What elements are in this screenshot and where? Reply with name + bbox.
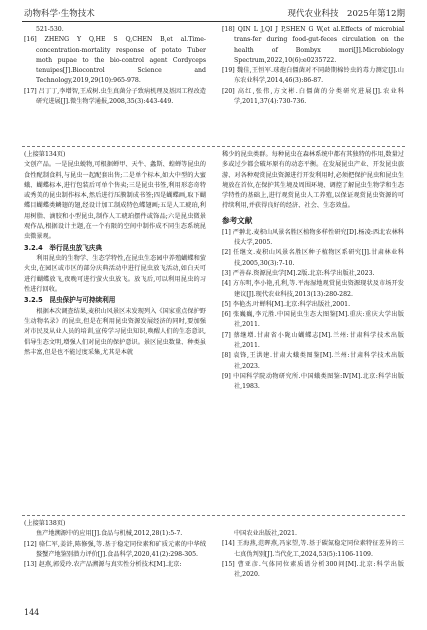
- reference-item: 521-530.: [36, 26, 64, 33]
- article-left-column: [24, 150, 206, 358]
- body-paragraph: 根据本次调查结果,麦积山风景区未发现列入《国家重点保护野生动物名录》的昆虫,但是在利用昆虫资源发展经济的同时,要加强对市民及从业人员的培训,宣传学习昆虫知识,唤醒人们的生态意识,倡导生态文明,增强人们对昆虫的保护意识。景区昆虫数量、种类虽然丰富,但是也不能过度采集,尤其是本就: [24, 307, 206, 357]
- header-rule: [22, 21, 405, 22]
- top-right-references: [222, 25, 404, 107]
- top-left-references: [24, 25, 206, 107]
- body-paragraph: 文创产品。一是昆虫蜕物,可根据蝉甲、天牛、螽斯、蝗蝉等昆虫的食性配制食料,与昆虫一起配套出售;二是单个标本,如大中型的大蜜蛾、蝴蝶标本,进行包装后可单个售卖;三是昆虫书签,利用形态奇特或秀美的昆虫制作标本,然后进行压膜制成书签;四是蝴蝶画,取下蝴蝶目蝴蝶类鳞翅的翅,经设计加工制成特色蝶翅画;五是人工琥珀,利用树脂、滴胶和小型昆虫,制作人工琥珀摆件或饰品;六是昆虫微景观作品,根据设计主题,在一个有限的空间中制作成不同生态系统昆虫微景观。: [24, 161, 206, 241]
- section-heading: 3.2.4 举行昆虫放飞庆典: [24, 243, 103, 252]
- bottom-left-references: [24, 519, 206, 570]
- continued-from-marker: (上接第134页): [24, 151, 66, 158]
- reference-item: [9] 中国科学院动物研究所.中国蛾类图鉴:Ⅳ[M].北京:科学出版社,1983.: [222, 372, 404, 391]
- reference-item: [19] 魏佳,王恒军.球孢白僵菌对不同龄期棉铃虫的毒力测定[J].山东农业科学,2014,46(3):86-87.: [222, 67, 404, 85]
- reference-item: 鱼产地溯源中的应用[J].食品与机械,2012,28(1):5-7.: [36, 530, 183, 538]
- references-heading: 参考文献: [222, 215, 253, 225]
- reference-item: [12] 骆仁军,姜浒,陈修强,等.基于稳定同位素和矿质元素的中华绒螯蟹产地鉴别潜力评价[J].食品科学,2020,41(2):298-305.: [24, 540, 206, 558]
- reference-item: [3] 严善春.资源昆虫学[M].2版.北京:科学出版社,2023.: [222, 269, 375, 277]
- reference-item: [8] 袁锋,王洪建.甘肃大蛾类图鉴[M].兰州:甘肃科学技术出版社,2023.: [222, 352, 404, 370]
- reference-item: [7] 蔡继增.甘肃省小陇山蝴蝶志[M].兰州:甘肃科学技术出版社,2011.: [222, 331, 404, 350]
- reference-item: [1] 严翀北.麦积山风景名胜区植物多样性研究[D].杨凌:西北农林科技大学,2005.: [222, 228, 404, 247]
- section-heading: 3.2.5 昆虫保护与可持续利用: [24, 296, 116, 305]
- reference-item: [17] 吕丁丁,李增智,王成树.虫生真菌分子致病机理及基因工程改造研究进展[J].微生物学通报,2008,35(3):443-449.: [24, 87, 206, 106]
- reference-item: [15] 曹亚彦.气体同位素质谱分析300问[M].北京:科学出版社,2020.: [222, 560, 404, 579]
- reference-item: [13] 赵燕,郭爱玲.农产品溯源与真实性分析技术[M].北京:: [24, 561, 182, 569]
- bottom-right-references: [222, 529, 404, 580]
- section-divider: [22, 515, 405, 516]
- reference-item: [16] ZHENG Y Q,HE S Q,CHEN B,et al.Time-concentration-mortality response of potato Tuber moth pupae to the bio-control agent Cordyceps tenuipes[J].Biocontrol Science and Technology,2019,29(10):965-978.: [24, 36, 206, 85]
- section-divider: [22, 146, 405, 147]
- reference-item: [4] 方东明,李小艳,孔利,等.平海湿地观赏昆虫资源现状及市场开发建议[J].现代农业科技,2013(13):280-282.: [222, 280, 404, 298]
- body-paragraph: 利用昆虫的生物学、生态学特性,在昆虫生态园中养殖蝴蝶和萤火虫,在园区或市区的部分庆典活动中进行昆虫放飞活动,如白天可进行蝴蝶放飞,夜晚可进行萤火虫放飞。放飞后,可以利用昆虫的习性进行回收。: [24, 255, 206, 294]
- continued-from-marker: (上接第138页): [24, 520, 66, 527]
- reference-item: [6] 张巍巍,李元胜.中国昆虫生态大图鉴[M].重庆:重庆大学出版社,2011.: [222, 311, 404, 329]
- reference-item: [2] 任继文.麦积山风景名胜区种子植物区系研究[J].甘肃林业科技,2005,30(3):7-10.: [222, 249, 404, 267]
- reference-item: [20] 高红,张伟,方文彬.白僵菌的分类研究进展[J].农业科学,2011,37(4):730-736.: [222, 87, 404, 106]
- reference-item: [5] 李艳杰.叶蝉科[M].北京:科学出版社,2001.: [222, 300, 351, 308]
- reference-item: [14] 王海燕,范晖燕,冯家望,等.基于碳氮稳定同位素特征差异的三七真伪判别[J].当代化工,2024,53(5):1106-1109.: [222, 540, 404, 558]
- running-header-right: 现代农业科技 2025年第12期: [287, 9, 405, 19]
- reference-item: 中国农业出版社,2021.: [234, 530, 297, 537]
- running-header-left: 动物科学·生物技术: [24, 9, 95, 19]
- reference-item: [18] QIN L J,QI J P,SHEN G W,et al.Effects of microbial trans-fer during food-gut-feces circulation on the health of Bombyx mori[J].Microbiology Spectrum,2022,10(6):e0235722.: [222, 26, 404, 64]
- page-number: 144: [24, 608, 40, 617]
- article-right-column: [222, 150, 404, 393]
- body-paragraph: 稀少的昆虫类群。每种昆虫在森林系统中都有其独特的作用,数量过多或过少都会破坏原有的动态平衡。在发展昆虫产业、开发昆虫旅游、对各种观赏昆虫资源进行开发利用时,必须把保护昆虫和昆虫生境放在首位,在保护其生境及周围环境、调控了解昆虫生物学和生态学特性的基础上,进行观赏昆虫人工养殖,以保证观赏昆虫资源的可持续利用,并获得良好的经济、社会、生态效益。: [222, 151, 404, 210]
